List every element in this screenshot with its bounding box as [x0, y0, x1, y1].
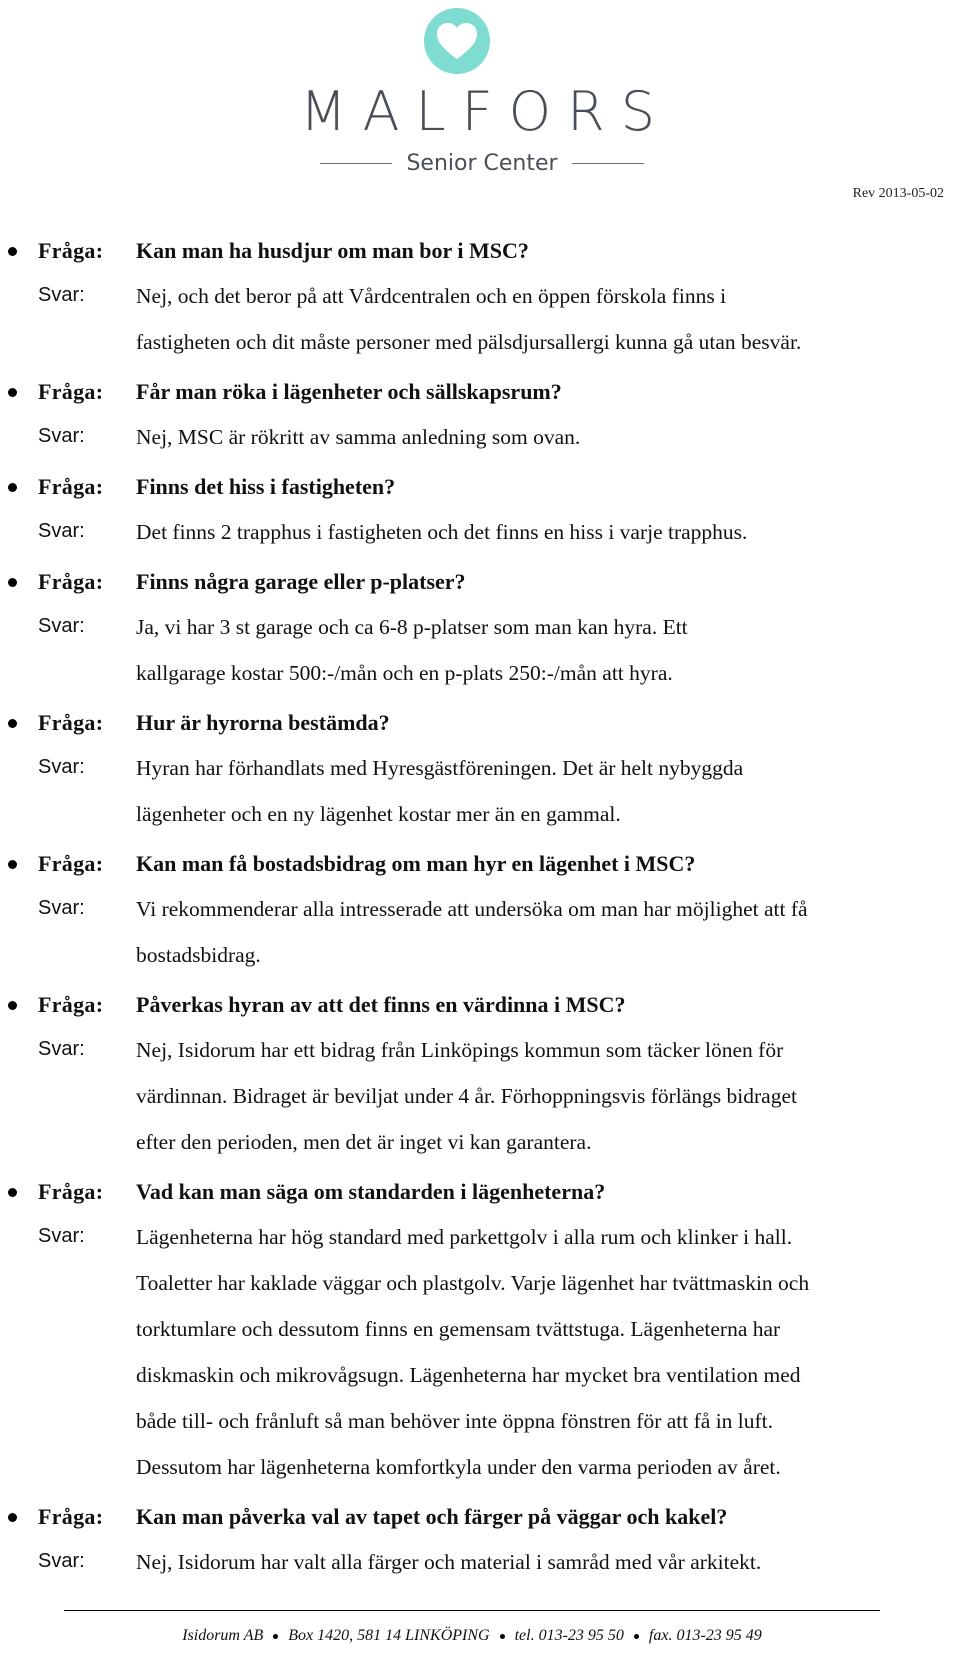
- footer-separator-icon: [273, 1634, 278, 1639]
- footer-address: Box 1420, 581 14 LINKÖPING: [288, 1627, 490, 1644]
- faq-item: [0, 841, 960, 982]
- question-label: Fråga:: [38, 238, 104, 263]
- question-label: Fråga:: [38, 379, 104, 404]
- question-row: [0, 982, 960, 1027]
- answer-text: efter den perioden, men det är inget vi kan garantera.: [136, 1130, 592, 1154]
- answer-row: [0, 604, 960, 650]
- faq-item: [0, 1169, 960, 1494]
- question-label: Fråga:: [38, 474, 104, 499]
- faq-item: [0, 559, 960, 700]
- answer-row: [0, 886, 960, 932]
- logo-subtitle: Senior Center: [406, 150, 558, 176]
- footer-fax: fax. 013-23 95 49: [648, 1627, 762, 1644]
- answer-text: fastigheten och dit måste personer med pälsdjursallergi kunna gå utan besvär.: [136, 330, 802, 354]
- bullet-icon: [8, 483, 17, 492]
- answer-text: både till- och frånluft så man behöver inte öppna fönstren för att få in luft.: [136, 1409, 774, 1433]
- logo: [0, 0, 960, 190]
- answer-row: [0, 273, 960, 319]
- faq-item: [0, 464, 960, 559]
- question-text: Vad kan man säga om standarden i lägenheterna?: [136, 1179, 606, 1204]
- faq-item: [0, 228, 960, 369]
- question-row: [0, 559, 960, 604]
- answer-text: Nej, och det beror på att Vårdcentralen och en öppen förskola finns i: [136, 284, 727, 308]
- answer-row: [0, 1260, 960, 1306]
- footer-separator-icon: [634, 1634, 639, 1639]
- question-text: Kan man få bostadsbidrag om man hyr en lägenhet i MSC?: [136, 851, 696, 876]
- footer-divider: [64, 1610, 880, 1611]
- footer-company: Isidorum AB: [182, 1627, 264, 1644]
- answer-row: [0, 319, 960, 365]
- question-row: [0, 1494, 960, 1539]
- answer-text: Nej, Isidorum har valt alla färger och material i samråd med vår arkitekt.: [136, 1550, 762, 1574]
- question-text: Kan man ha husdjur om man bor i MSC?: [136, 238, 529, 263]
- answer-label: Svar:: [38, 615, 85, 637]
- question-row: [0, 700, 960, 745]
- answer-text: Ja, vi har 3 st garage och ca 6-8 p-platser som man kan hyra. Ett: [136, 615, 688, 639]
- answer-text: diskmaskin och mikrovågsugn. Lägenheterna har mycket bra ventilation med: [136, 1363, 801, 1387]
- answer-row: [0, 1352, 960, 1398]
- faq-item: [0, 982, 960, 1169]
- answer-row: [0, 932, 960, 978]
- answer-row: [0, 791, 960, 837]
- bullet-icon: [8, 860, 17, 869]
- logo-wordmark: MALFORS: [300, 80, 671, 143]
- bullet-icon: [8, 1513, 17, 1522]
- answer-row: [0, 1398, 960, 1444]
- answer-row: [0, 414, 960, 460]
- question-label: Fråga:: [38, 851, 104, 876]
- answer-text: Dessutom har lägenheterna komfortkyla under den varma perioden av året.: [136, 1455, 781, 1479]
- answer-row: [0, 1306, 960, 1352]
- answer-label: Svar:: [38, 1038, 85, 1060]
- answer-row: [0, 1444, 960, 1490]
- logo-subtitle-row: [312, 148, 652, 178]
- answer-row: [0, 1119, 960, 1165]
- answer-text: Nej, Isidorum har ett bidrag från Linköpings kommun som täcker lönen för: [136, 1038, 784, 1062]
- answer-label: Svar:: [38, 1550, 85, 1572]
- answer-row: [0, 745, 960, 791]
- answer-row: [0, 1073, 960, 1119]
- question-row: [0, 464, 960, 509]
- answer-text: lägenheter och en ny lägenhet kostar mer än en gammal.: [136, 802, 621, 826]
- question-label: Fråga:: [38, 710, 104, 735]
- answer-label: Svar:: [38, 520, 85, 542]
- answer-text: bostadsbidrag.: [136, 943, 261, 967]
- footer-phone: tel. 013-23 95 50: [514, 1627, 624, 1644]
- bullet-icon: [8, 1001, 17, 1010]
- answer-text: Toaletter har kaklade väggar och plastgolv. Varje lägenhet har tvättmaskin och: [136, 1271, 810, 1295]
- question-row: [0, 228, 960, 273]
- answer-text: Lägenheterna har hög standard med parkettgolv i alla rum och klinker i hall.: [136, 1225, 793, 1249]
- footer: [64, 1627, 880, 1645]
- question-text: Påverkas hyran av att det finns en värdinna i MSC?: [136, 992, 626, 1017]
- footer-separator-icon: [500, 1634, 505, 1639]
- question-label: Fråga:: [38, 1179, 104, 1204]
- question-text: Finns några garage eller p-platser?: [136, 569, 466, 594]
- faq-item: [0, 1494, 960, 1589]
- answer-row: [0, 1214, 960, 1260]
- answer-text: värdinnan. Bidraget är beviljat under 4 år. Förhoppningsvis förlängs bidraget: [136, 1084, 797, 1108]
- answer-text: Hyran har förhandlats med Hyresgästföreningen. Det är helt nybyggda: [136, 756, 744, 780]
- question-row: [0, 841, 960, 886]
- bullet-icon: [8, 578, 17, 587]
- answer-label: Svar:: [38, 284, 85, 306]
- logo-rule-left: [320, 163, 392, 164]
- bullet-icon: [8, 719, 17, 728]
- revision-date: Rev 2013-05-02: [852, 186, 944, 201]
- answer-row: [0, 1539, 960, 1585]
- faq-item: [0, 700, 960, 841]
- faq-list: [0, 228, 960, 1589]
- answer-label: Svar:: [38, 756, 85, 778]
- question-text: Hur är hyrorna bestämda?: [136, 710, 390, 735]
- answer-text: torktumlare och dessutom finns en gemensam tvättstuga. Lägenheterna har: [136, 1317, 781, 1341]
- answer-label: Svar:: [38, 897, 85, 919]
- answer-text: kallgarage kostar 500:-/mån och en p-plats 250:-/mån att hyra.: [136, 661, 673, 685]
- answer-label: Svar:: [38, 425, 85, 447]
- answer-row: [0, 1027, 960, 1073]
- answer-text: Nej, MSC är rökritt av samma anledning som ovan.: [136, 425, 581, 449]
- question-text: Får man röka i lägenheter och sällskapsrum?: [136, 379, 562, 404]
- answer-label: Svar:: [38, 1225, 85, 1247]
- answer-text: Det finns 2 trapphus i fastigheten och det finns en hiss i varje trapphus.: [136, 520, 748, 544]
- bullet-icon: [8, 247, 17, 256]
- question-label: Fråga:: [38, 1504, 104, 1529]
- logo-rule-right: [572, 163, 644, 164]
- answer-row: [0, 650, 960, 696]
- question-text: Finns det hiss i fastigheten?: [136, 474, 396, 499]
- question-row: [0, 369, 960, 414]
- question-row: [0, 1169, 960, 1214]
- answer-row: [0, 509, 960, 555]
- bullet-icon: [8, 1188, 17, 1197]
- answer-text: Vi rekommenderar alla intresserade att undersöka om man har möjlighet att få: [136, 897, 808, 921]
- bullet-icon: [8, 388, 17, 397]
- question-text: Kan man påverka val av tapet och färger på väggar och kakel?: [136, 1504, 728, 1529]
- question-label: Fråga:: [38, 569, 104, 594]
- question-label: Fråga:: [38, 992, 104, 1017]
- faq-item: [0, 369, 960, 464]
